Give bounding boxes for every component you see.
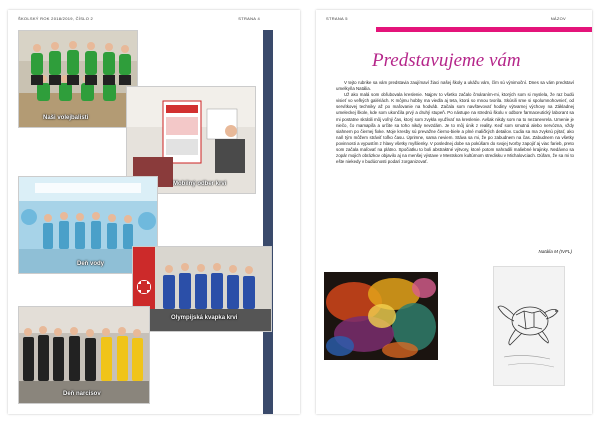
right-page-header [326, 16, 582, 21]
abstract-painting-image [324, 272, 438, 360]
caption-daffodil-day: Deň narcisov [63, 391, 101, 397]
article-body [336, 80, 574, 165]
left-page-header [18, 16, 290, 21]
article-author: Natália M (IVFL) [538, 249, 572, 254]
caption-blood-donation: Mobilný odber krvi [173, 181, 227, 187]
turtle-drawing-image [494, 267, 564, 385]
left-page-number: STRANA 4 [238, 16, 260, 21]
abstract-painting [324, 272, 438, 360]
caption-water-day: Deň vody [77, 261, 105, 267]
article-title: Predstavujeme vám [372, 50, 521, 71]
section-name: NÁZOV [550, 16, 566, 21]
daffodil-day-image [19, 307, 149, 403]
photo-volleyball [18, 30, 138, 128]
issue-label: ŠKOLSKÝ ROK 2018/2019, ČÍSLO 2 [18, 16, 94, 21]
article-intro: V tejto rubrike sa vám predstavia zaujímaví žiaci našej školy a ukážu vám, čím sú výnimoční. Dnes sa vám predstaví umelkyňa Natália. [336, 80, 574, 92]
photo-daffodil-day [18, 306, 150, 404]
caption-olympic-blood: Olympijská kvapka krvi [171, 315, 238, 321]
left-page [8, 10, 300, 414]
article-paragraph: Už ako malá som obľubovala kreslenie. Najprv to všetko začalo čmáraním-mi, ktorých som si myslela, že raz budú visieť vo veľkých galériách. K môjmu hobby ma viedla aj teta, ktorá so mnou tvorila. Skúsili sme si spolumnohovnieť, od servítkovej techniky až po maľovanie na hodváb. Začala som navštevovať hodiny výtvarnej výchovy na Základnej umeleckej škole, kde som ukončila prvý a druhý stupeň. Po nástupe na strednú školu v odbore farmaceutický laborant sa mi postatne skrátili môj voľný čas, ktorý som zvykla využívať na kreslenie. Avšak nikdy som na to nezanevrela. Umenie je niečo, čo mamapiľa a určite sa toho nikdy nevzdám. Je to môj únik z reality. Keď som smutná alebo nervózna, vždy siahnem po čiernej fixke. Moje kresby sú prevažne čierno-biele a plné maličkých detailov. Ľudia sa ma zvyknú pýtať, ako naň tým môžem stráviť toľko času. Úprimne, sama neviem. Stáva sa mi, že po zabudnem na čas. Zabudnem na všetky povinnosti a vypustím z hlavy všetky myšlienky. V poslednej dobe sa pokúšam do svojej tvorby zapojiť aj viac farieb, preto som začala maľovať na plátno. Spočiatku to boli abstraktné výtvory, ktoré potom nahradili maliebné krajinky. Nedávno sa zopár mojich obrázkov objavilo aj na menšej výstave v Mestskom kultúrnom stredisku v Michalovciach. Dúfam, že sa mi to ešte niekedy v budúcnosti podarí zorganizovať. [336, 92, 574, 165]
decorative-strip [263, 30, 273, 414]
accent-bar [376, 27, 592, 32]
caption-volleyball: Naši volejbalisti [43, 115, 89, 121]
right-page [316, 10, 592, 414]
photo-olympic-blood [132, 246, 272, 332]
right-page-number: STRANA 5 [326, 16, 348, 21]
turtle-drawing [493, 266, 565, 386]
volleyball-team-image [19, 31, 137, 127]
